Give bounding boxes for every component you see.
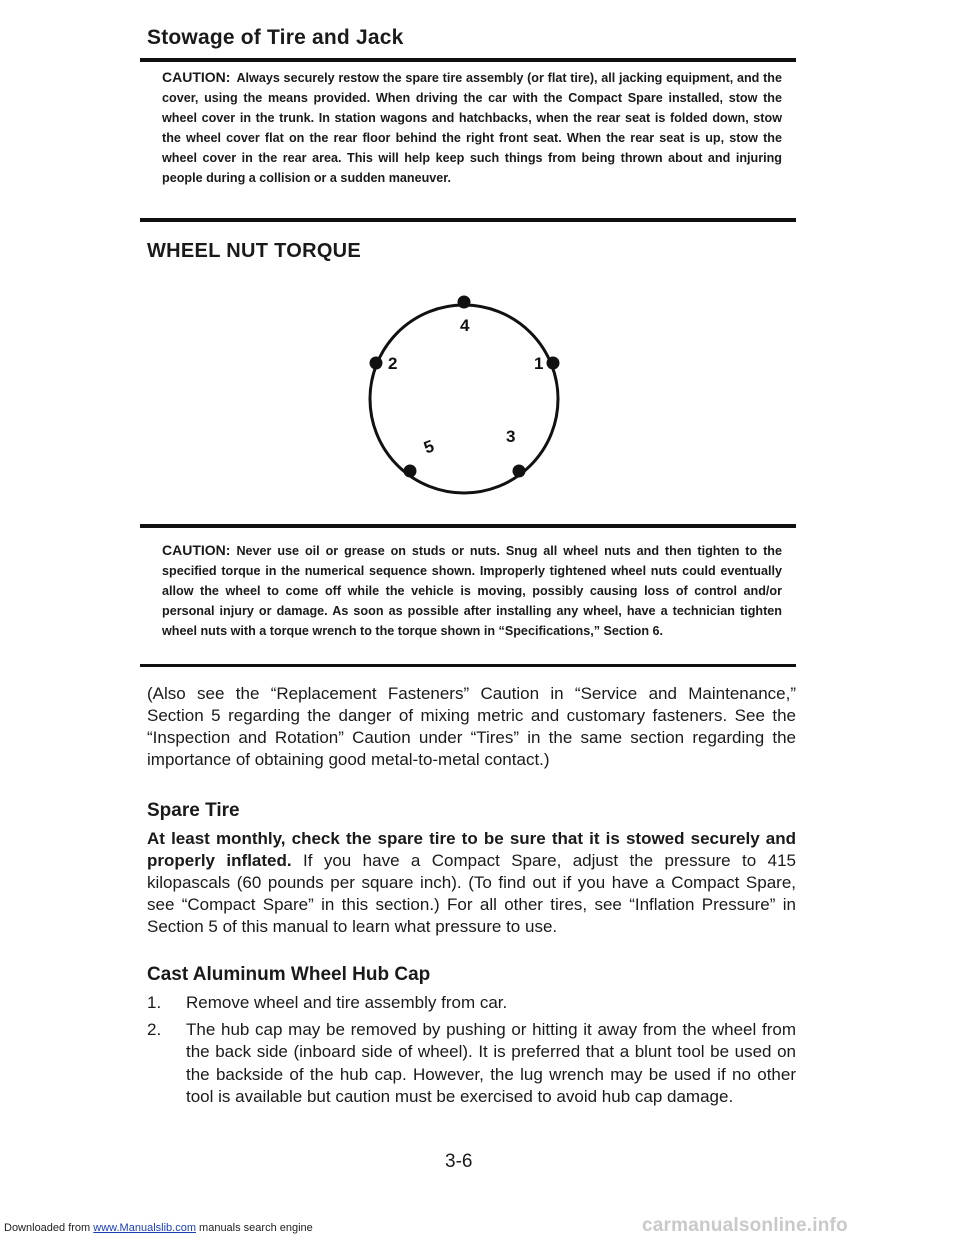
- caution-label: CAUTION:: [162, 542, 231, 558]
- wheel-nut-5: [404, 465, 417, 478]
- page-title: Stowage of Tire and Jack: [147, 26, 404, 49]
- divider: [140, 58, 796, 62]
- footer-prefix: Downloaded from: [4, 1222, 94, 1234]
- step-number: 1.: [147, 993, 162, 1012]
- page-number: 3-6: [445, 1151, 473, 1172]
- caution-block-stowage: [162, 67, 782, 188]
- caution-label: CAUTION:: [162, 69, 231, 85]
- spare-tire-bold-lead: At least monthly, check the spare tire to be sure that it is stowed securely and properly inflated.: [147, 829, 796, 870]
- nut-label-3: 3: [506, 427, 516, 446]
- wheel-nut-1: [547, 357, 560, 370]
- step-text: The hub cap may be removed by pushing or hitting it away from the wheel from the back side (inboard side of wheel). It is preferred that a blunt tool be used on the backside of the hub cap. However, the lug wrench may be used if no other tool is available but caution must be exercised to avoid hub cap damage.: [186, 1019, 796, 1106]
- also-see-paragraph: (Also see the “Replacement Fasteners” Caution in “Service and Maintenance,” Section 5 regarding the danger of mixing metric and customary fasteners. See the “Inspection and Rotation” Caution under “Tires” in the same section regarding the importance of obtaining good metal-to-metal contact.): [147, 684, 796, 769]
- nut-label-2: 2: [388, 354, 398, 373]
- spare-tire-heading: Spare Tire: [147, 800, 240, 821]
- wheel-nut-2: [370, 357, 383, 370]
- wheel-nut-sequence-diagram: [360, 284, 590, 516]
- nut-label-5: 5: [421, 436, 437, 458]
- hub-cap-heading: Cast Aluminum Wheel Hub Cap: [147, 964, 431, 985]
- manualslib-link[interactable]: www.Manualslib.com: [93, 1222, 196, 1234]
- nut-label-1: 1: [534, 354, 544, 373]
- wheel-nut-torque-heading: WHEEL NUT TORQUE: [147, 240, 362, 262]
- footer-suffix: manuals search engine: [195, 1222, 313, 1234]
- wheel-nut-4: [458, 296, 471, 309]
- list-item: [147, 992, 796, 1015]
- wheel-nut-3: [513, 465, 526, 478]
- hub-cap-steps: [147, 992, 796, 1113]
- list-item: [147, 1019, 796, 1109]
- divider: [140, 664, 796, 667]
- divider: [140, 524, 796, 528]
- step-text: Remove wheel and tire assembly from car.: [186, 993, 508, 1012]
- caution-block-wheel-nuts: [162, 540, 782, 641]
- step-number: 2.: [147, 1019, 162, 1039]
- divider: [140, 218, 796, 222]
- caution-text: Never use oil or grease on studs or nuts. Snug all wheel nuts and then tighten to the specified torque in the numerical sequence shown. Improperly tightened wheel nuts could eventually allow the wheel to come off while the vehicle is moving, possibly causing loss of control and/or personal injury or damage. As soon as possible after installing any wheel, have a technician tighten wheel nuts with a torque wrench to the torque shown in “Specifications,” Section 6.: [162, 544, 782, 638]
- spare-tire-text: If you have a Compact Spare, adjust the pressure to 415 kilopascals (60 pounds per square inch). (To find out if you have a Compact Spare, see “Compact Spare” in this section.) For all other tires, see “Inflation Pressure” in Section 5 of this manual to learn what pressure to use.: [147, 851, 796, 936]
- download-footer: [4, 1222, 313, 1234]
- caution-text: Always securely restow the spare tire assembly (or flat tire), all jacking equipment, and the cover, using the means provided. When driving the car with the Compact Spare installed, stow the wheel cover in the trunk. In station wagons and hatchbacks, when the rear seat is folded down, stow the wheel cover flat on the rear floor behind the right front seat. When the rear seat is up, stow the wheel cover in the rear area. This will help keep such things from being thrown about and injuring people during a collision or a sudden maneuver.: [162, 71, 782, 185]
- watermark: carmanualsonline.info: [642, 1215, 848, 1236]
- spare-tire-paragraph: [147, 828, 796, 938]
- nut-label-4: 4: [460, 316, 470, 335]
